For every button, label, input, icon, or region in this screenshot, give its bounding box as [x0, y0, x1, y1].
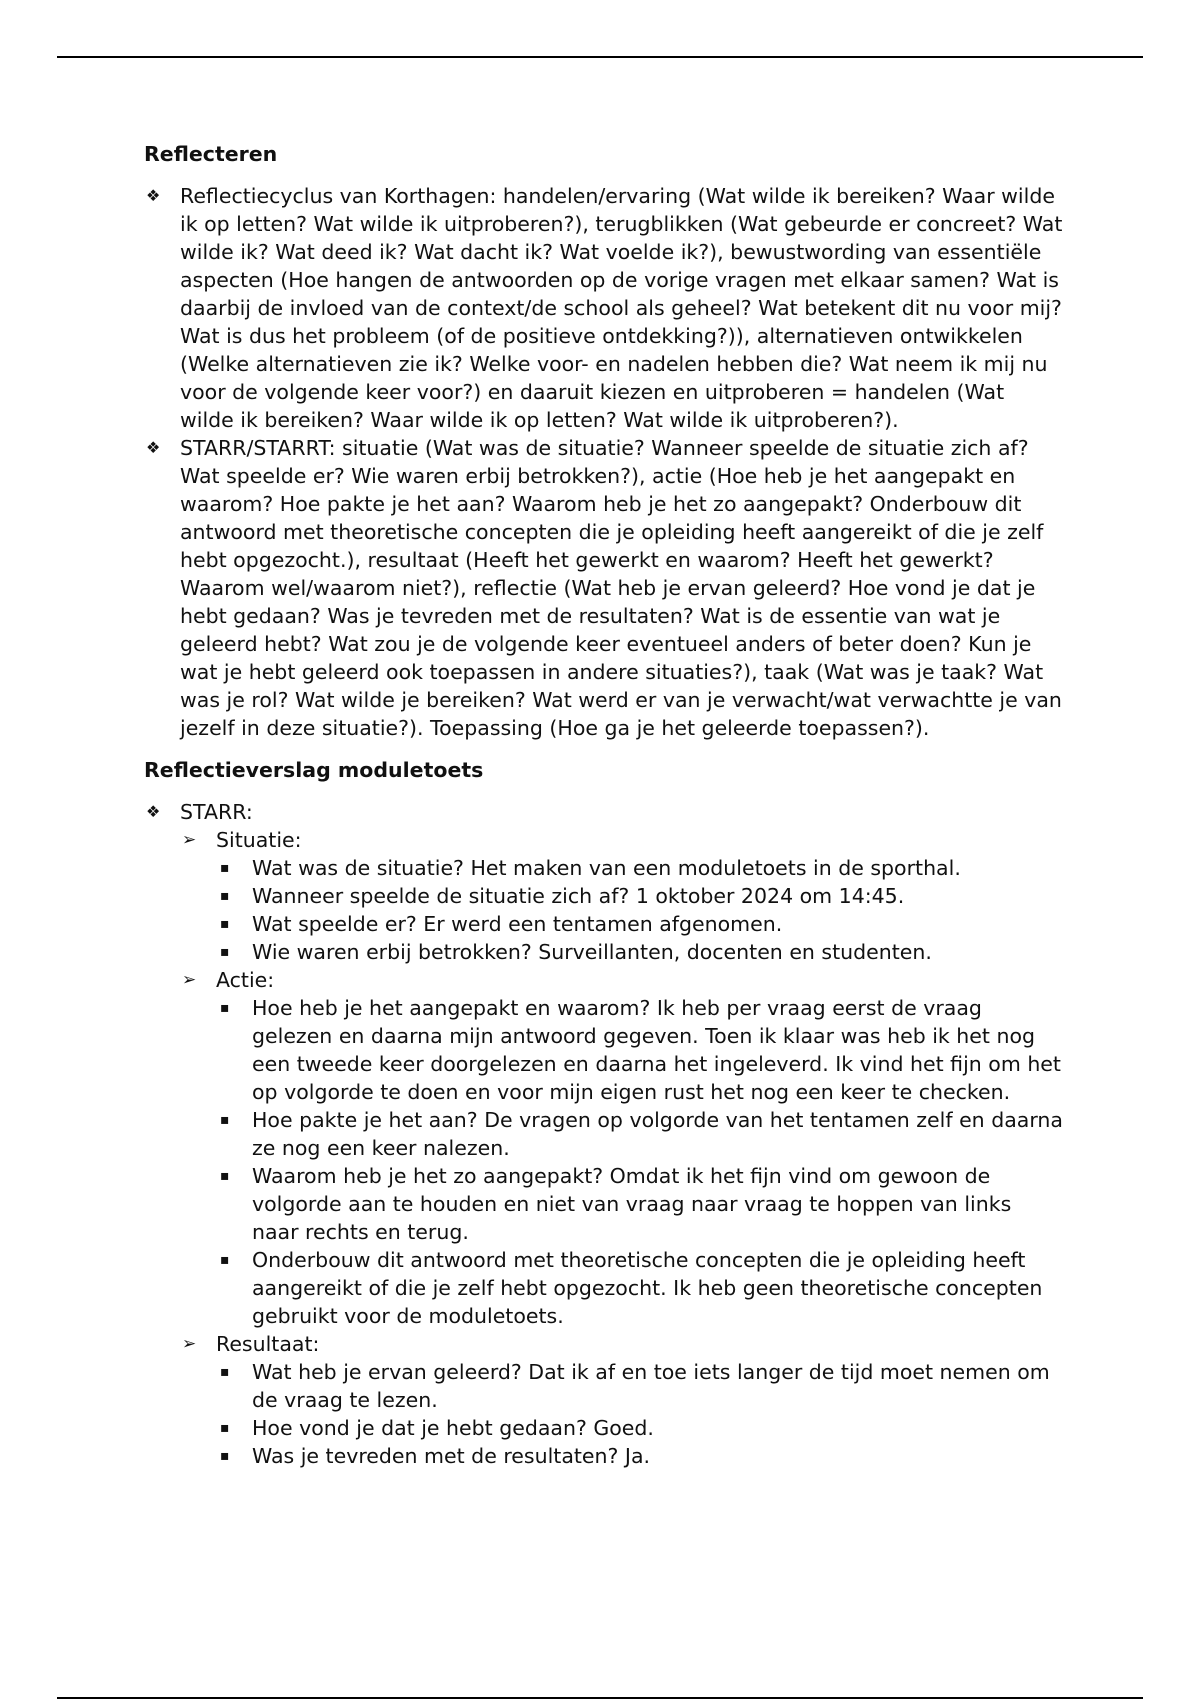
square-bullet-icon: ▪	[220, 1252, 230, 1268]
reflecteren-list	[144, 182, 1064, 742]
reflectieverslag-list	[144, 798, 1064, 1470]
square-bullet-icon: ▪	[220, 1168, 230, 1184]
section-heading-reflecteren: Reflecteren	[144, 142, 278, 166]
square-bullet-icon: ▪	[220, 1420, 230, 1436]
square-bullet-icon: ▪	[220, 944, 230, 960]
square-bullet-icon: ▪	[220, 888, 230, 904]
header-rule	[57, 56, 1143, 58]
list-item: ▪ Was je tevreden met de resultaten? Ja.	[220, 1444, 651, 1468]
list-item: ▪ Wanneer speelde de situatie zich af? 1 oktober 2024 om 14:45.	[220, 884, 905, 908]
list-item: ▪ Hoe pakte je het aan? De vragen op volgorde van het tentamen zelf en daarna ze nog een keer nalezen.	[220, 1108, 1063, 1160]
list-item: ➢ Situatie: ▪ Wat was de situatie? Het maken van een moduletoets in de sporthal. ▪ Wanneer speelde de situatie zich af? 1 oktober 2024 om 14:45. ▪ Wat speelde er? Er werd een tentamen afgenomen. ▪ Wie waren erbij betrokken? Surveillanten, docenten en studenten.	[180, 826, 1064, 966]
list-item: ❖ STARR: ➢ Situatie: ▪ Wat was de situatie? Het maken van een moduletoets in de sporthal. ▪ Wanneer speelde de situatie zich af? 1 oktober 2024 om 14:45. ▪ Wat speelde er? Er werd een tentamen afgenomen. ▪ Wie waren erbij betrokken? Surveillanten, docenten en studenten. ➢ Actie: ▪ Hoe heb je het aangepakt en waarom? Ik heb per vraag eerst de vraag gelezen en daarna mijn antwoord gegeven. Toen ik klaar was heb ik het nog een tweede keer doorgelezen en daarna het ingeleverd. Ik vind het fijn om het op volgorde te doen en voor mijn eigen rust het nog een keer te checken. ▪ Hoe pakte je het aan? De vragen op volgorde van het tentamen zelf en daarna ze nog een keer nalezen. ▪ Waarom heb je het zo aangepakt? Omdat ik het fijn vind om gewoon de volgorde aan te houden en niet van vraag naar vraag te hoppen van links naar rechts en terug. ▪ Onderbouw dit antwoord met theoretische concepten die je opleiding heeft aangereikt of die je zelf hebt opgezocht. Ik heb geen theoretische concepten gebruikt voor de moduletoets. ➢ Resultaat: ▪ Wat heb je ervan geleerd? Dat ik af en toe iets langer de tijd moet nemen om de vraag te lezen. ▪ Hoe vond je dat je hebt gedaan? Goed. ▪ Was je tevreden met de resultaten? Ja.	[146, 800, 1063, 1468]
situatie-list	[216, 854, 1064, 966]
list-item: ➢ Actie: ▪ Hoe heb je het aangepakt en waarom? Ik heb per vraag eerst de vraag gelezen en daarna mijn antwoord gegeven. Toen ik klaar was heb ik het nog een tweede keer doorgelezen en daarna het ingeleverd. Ik vind het fijn om het op volgorde te doen en voor mijn eigen rust het nog een keer te checken. ▪ Hoe pakte je het aan? De vragen op volgorde van het tentamen zelf en daarna ze nog een keer nalezen. ▪ Waarom heb je het zo aangepakt? Omdat ik het fijn vind om gewoon de volgorde aan te houden en niet van vraag naar vraag te hoppen van links naar rechts en terug. ▪ Onderbouw dit antwoord met theoretische concepten die je opleiding heeft aangereikt of die je zelf hebt opgezocht. Ik heb geen theoretische concepten gebruikt voor de moduletoets.	[182, 968, 1063, 1328]
document-body	[144, 140, 1064, 1470]
square-bullet-icon: ▪	[220, 916, 230, 932]
square-bullet-icon: ▪	[220, 860, 230, 876]
square-bullet-icon: ▪	[220, 1000, 230, 1016]
list-item: ▪ Wat was de situatie? Het maken van een moduletoets in de sporthal.	[220, 856, 961, 880]
actie-list	[216, 994, 1064, 1330]
list-item: ▪ Hoe heb je het aangepakt en waarom? Ik heb per vraag eerst de vraag gelezen en daarna mijn antwoord gegeven. Toen ik klaar was heb ik het nog een tweede keer doorgelezen en daarna het ingeleverd. Ik vind het fijn om het op volgorde te doen en voor mijn eigen rust het nog een keer te checken.	[220, 996, 1061, 1104]
footer-rule	[57, 1697, 1143, 1699]
list-item: ➢ Resultaat: ▪ Wat heb je ervan geleerd? Dat ik af en toe iets langer de tijd moet nemen om de vraag te lezen. ▪ Hoe vond je dat je hebt gedaan? Goed. ▪ Was je tevreden met de resultaten? Ja.	[180, 1330, 1064, 1470]
resultaat-list	[216, 1358, 1064, 1470]
arrow-bullet-icon: ➢	[182, 830, 197, 850]
section-heading-reflectieverslag: Reflectieverslag moduletoets	[144, 758, 484, 782]
list-item: ❖ Reflectiecyclus van Korthagen: handelen/ervaring (Wat wilde ik bereiken? Waar wilde ik op letten? Wat wilde ik uitproberen?), terugblikken (Wat gebeurde er concreet? Wat wilde ik? Wat deed ik? Wat dacht ik? Wat voelde ik?), bewustwording van essentiële aspecten (Hoe hangen de antwoorden op de vorige vragen met elkaar samen? Wat is daarbij de invloed van de context/de school als geheel? Wat betekent dit nu voor mij? Wat is dus het probleem (of de positieve ontdekking?)), alternatieven ontwikkelen (Welke alternatieven zie ik? Welke voor- en nadelen hebben die? Wat neem ik mij nu voor de volgende keer voor?) en daaruit kiezen en uitproberen = handelen (Wat wilde ik bereiken? Waar wilde ik op letten? Wat wilde ik uitproberen?).	[146, 184, 1063, 432]
diamond-bullet-icon: ❖	[146, 186, 161, 205]
list-item: ▪ Wie waren erbij betrokken? Surveillanten, docenten en studenten.	[220, 940, 932, 964]
list-item: ▪ Wat heb je ervan geleerd? Dat ik af en toe iets langer de tijd moet nemen om de vraag te lezen.	[220, 1360, 1050, 1412]
list-item: ▪ Onderbouw dit antwoord met theoretische concepten die je opleiding heeft aangereikt of die je zelf hebt opgezocht. Ik heb geen theoretische concepten gebruikt voor de moduletoets.	[220, 1248, 1043, 1328]
arrow-bullet-icon: ➢	[182, 1334, 197, 1354]
arrow-bullet-icon: ➢	[182, 970, 197, 990]
square-bullet-icon: ▪	[220, 1448, 230, 1464]
list-item: ▪ Hoe vond je dat je hebt gedaan? Goed.	[220, 1416, 654, 1440]
list-item: ▪ Wat speelde er? Er werd een tentamen afgenomen.	[220, 912, 783, 936]
diamond-bullet-icon: ❖	[146, 438, 161, 457]
square-bullet-icon: ▪	[220, 1112, 230, 1128]
starr-sublist	[180, 826, 1064, 1470]
square-bullet-icon: ▪	[220, 1364, 230, 1380]
list-item: ❖ STARR/STARRT: situatie (Wat was de situatie? Wanneer speelde de situatie zich af? Wat speelde er? Wie waren erbij betrokken?), actie (Hoe heb je het aangepakt en waarom? Hoe pakte je het aan? Waarom heb je het zo aangepakt? Onderbouw dit antwoord met theoretische concepten die je opleiding heeft aangereikt of die je zelf hebt opgezocht.), resultaat (Heeft het gewerkt en waarom? Heeft het gewerkt? Waarom wel/waarom niet?), reflectie (Wat heb je ervan geleerd? Hoe vond je dat je hebt gedaan? Was je tevreden met de resultaten? Wat is de essentie van wat je geleerd hebt? Wat zou je de volgende keer eventueel anders of beter doen? Kun je wat je hebt geleerd ook toepassen in andere situaties?), taak (Wat was je taak? Wat was je rol? Wat wilde je bereiken? Wat werd er van je verwacht/wat verwachtte je van jezelf in deze situatie?). Toepassing (Hoe ga je het geleerde toepassen?).	[146, 436, 1062, 740]
list-item: ▪ Waarom heb je het zo aangepakt? Omdat ik het fijn vind om gewoon de volgorde aan te houden en niet van vraag naar vraag te hoppen van links naar rechts en terug.	[220, 1164, 1012, 1244]
diamond-bullet-icon: ❖	[146, 802, 161, 821]
